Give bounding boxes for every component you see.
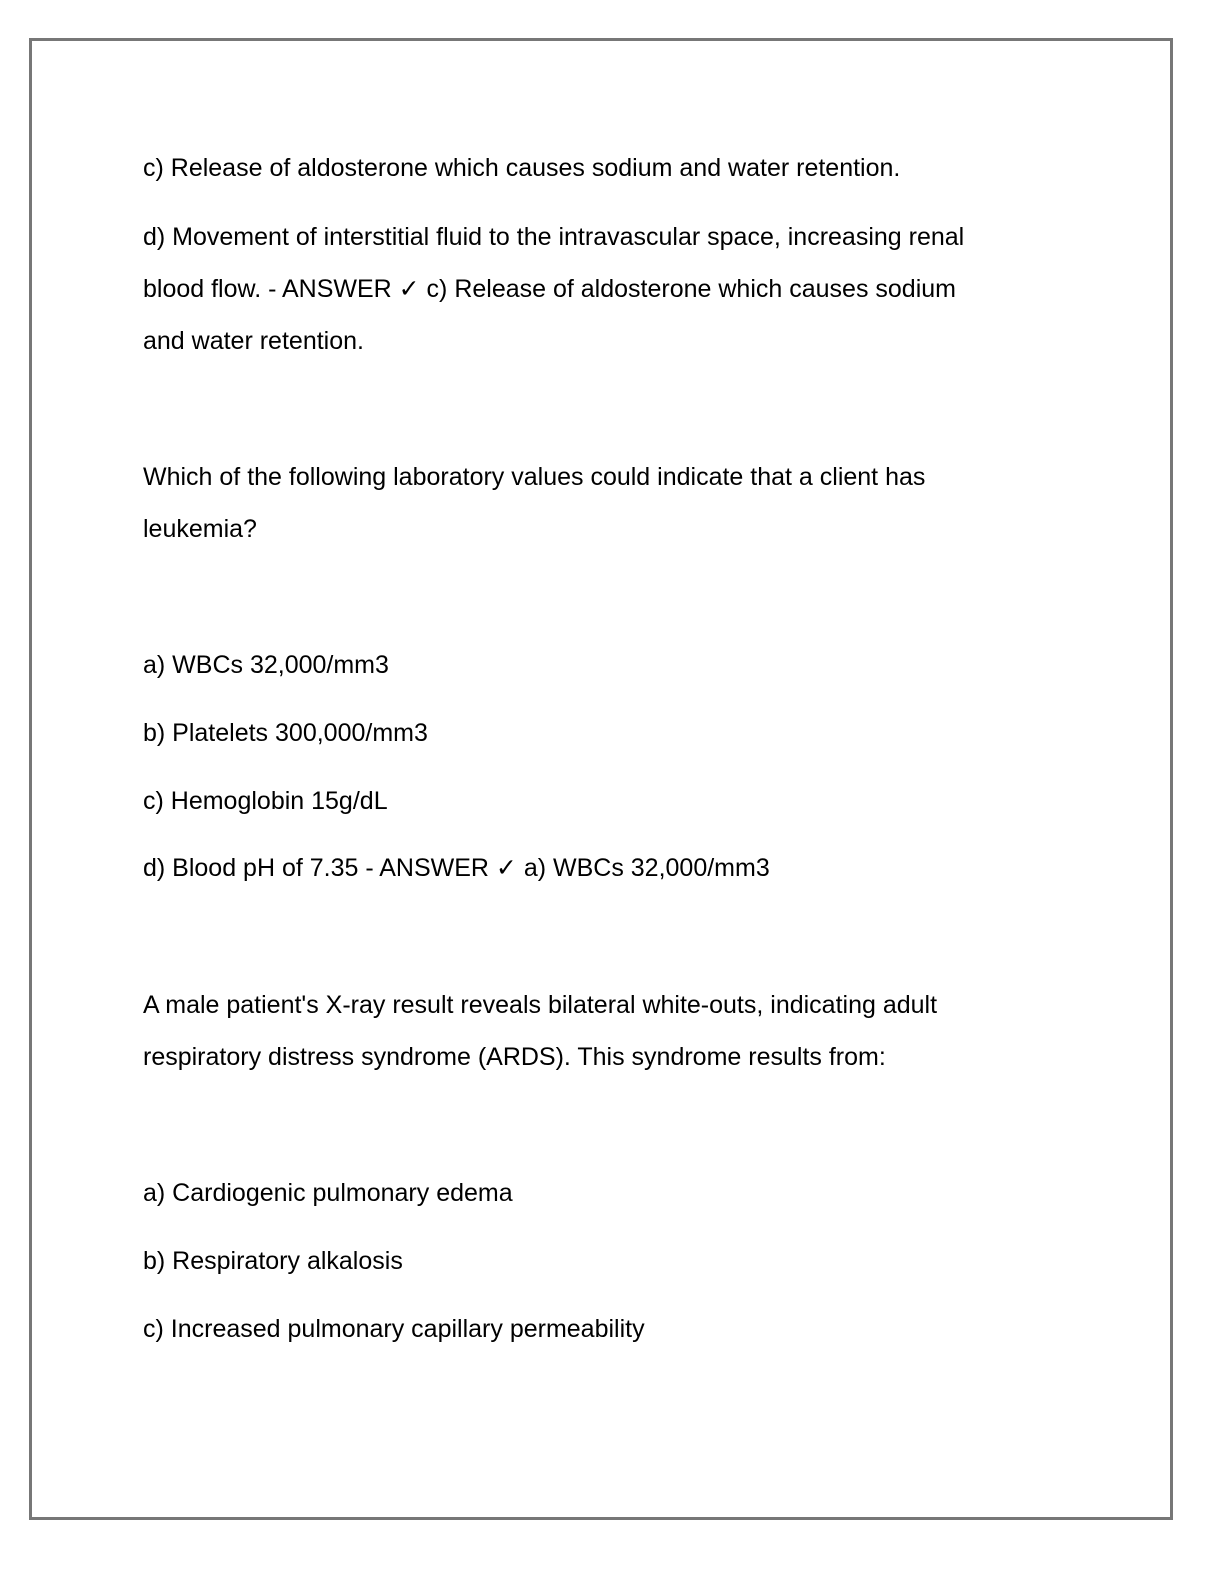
q2-option-c: c) Hemoglobin 15g/dL <box>143 787 388 815</box>
q3-option-b: b) Respiratory alkalosis <box>143 1247 403 1275</box>
q1-option-c: c) Release of aldosterone which causes sodium and water retention. <box>143 154 901 182</box>
q2-option-d: d) Blood pH of 7.35 - ANSWER ✓ a) WBCs 32,000/mm3 <box>143 854 770 882</box>
q1-option-d-line-2: blood flow. - ANSWER ✓ c) Release of aldosterone which causes sodium <box>143 275 956 303</box>
q2-stem-line-2: leukemia? <box>143 515 257 543</box>
q1-option-d-line-1: d) Movement of interstitial fluid to the intravascular space, increasing renal <box>143 223 965 251</box>
q2-option-b: b) Platelets 300,000/mm3 <box>143 719 428 747</box>
q3-option-c: c) Increased pulmonary capillary permeability <box>143 1315 645 1343</box>
q3-option-a: a) Cardiogenic pulmonary edema <box>143 1179 513 1207</box>
q3-stem-line-2: respiratory distress syndrome (ARDS). This syndrome results from: <box>143 1043 886 1071</box>
q2-option-a: a) WBCs 32,000/mm3 <box>143 651 389 679</box>
page-border <box>29 38 1173 1520</box>
q1-option-d-line-3: and water retention. <box>143 327 364 355</box>
q3-stem-line-1: A male patient's X-ray result reveals bilateral white-outs, indicating adult <box>143 991 938 1019</box>
q2-stem-line-1: Which of the following laboratory values could indicate that a client has <box>143 463 926 491</box>
